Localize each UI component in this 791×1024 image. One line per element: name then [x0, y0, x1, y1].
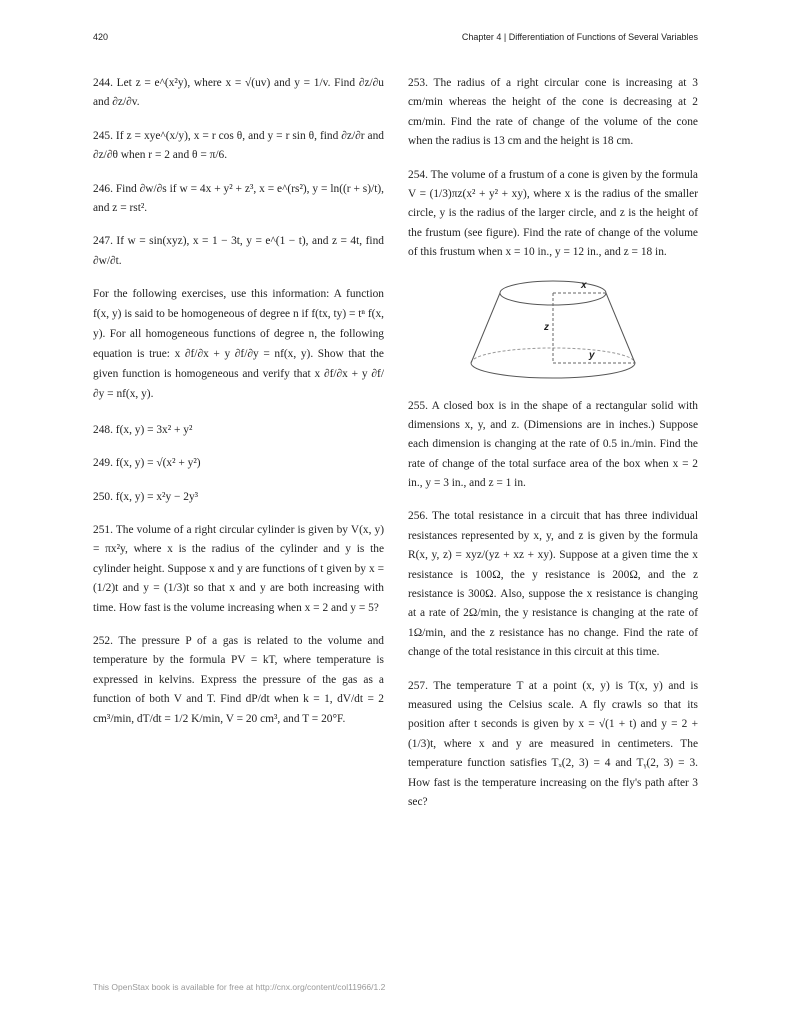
exercise-247: 247. If w = sin(xyz), x = 1 − 3t, y = e^(1 − t), and z = 4t, find ∂w/∂t. — [93, 235, 384, 267]
frustum-figure — [468, 277, 638, 387]
exercise-254: 254. The volume of a frustum of a cone is given by the formula V = (1/3)πz(x² + y² + xy), where x is the radius of the smaller circle, y is the radius of the larger circle, and z is the height of the frustum (see figure). Find the rate of change of the volume of this frustum when x = 10 in., y = 12 in., and z = 18 in. — [408, 168, 698, 259]
exercise-251: 251. The volume of a right circular cylinder is given by V(x, y) = πx²y, where x is the radius of the cylinder and y is the cylinder height. Suppose x and y are functions of t given by x = (1/2)t and y = (1/3)t so that x and y are both increasing with time. How fast is the volume increasing when x = 2 and y = 5? — [93, 524, 384, 614]
chapter-title: Chapter 4 | Differentiation of Functions of Several Variables — [461, 32, 698, 42]
exercise-253: 253. The radius of a right circular cone is increasing at 3 cm/min whereas the height of the cone is decreasing at 2 cm/min. Find the rate of change of the volume of the cone when the radius is 13 cm and the height is 18 cm. — [408, 77, 698, 148]
frustum-label-y: y — [589, 349, 595, 361]
exercise-245: 245. If z = xye^(x/y), x = r cos θ, and y = r sin θ, find ∂z/∂r and ∂z/∂θ when r = 2 and θ = π/6. — [93, 129, 384, 162]
exercise-255: 255. A closed box is in the shape of a rectangular solid with dimensions x, y, and z. (Dimensions are in inches.) Suppose each dimension is changing at the rate of 0.5 in./min. Find the rate of change of the total surface area of the box when x = 2 in., y = 3 in., and z = 1 in. — [408, 399, 698, 490]
frustum-bottom-front-arc — [471, 363, 635, 378]
frustum-right-edge — [606, 293, 635, 363]
left-column — [93, 74, 384, 743]
exercise-256: 256. The total resistance in a circuit that has three individual resistances represented by x, y, and z is given by the formula R(x, y, z) = xyz/(yz + xz + xy). Suppose at a given time the x resistance is 100Ω, the y resistance is 200Ω, and the z resistance is 300Ω. Also, suppose the x resistance is changing at a rate of 2Ω/min, the y resistance is changing at the rate of 1Ω/min, and the z resistance has no change. Find the rate of change of the total resistance in this circuit at this time. — [408, 510, 698, 659]
exercise-249: 249. f(x, y) = √(x² + y²) — [93, 457, 201, 470]
right-column — [408, 74, 698, 826]
homogeneous-intro: For the following exercises, use this information: A function f(x, y) is said to be homogeneous of degree n if f(tx, ty) = tⁿ f(x, y). For all homogeneous functions of degree n, the following equation is true: x ∂f/∂x + y ∂f/∂y = nf(x, y). Show that the given function is homogeneous and verify that x ∂f/∂x + y ∂f/∂y = nf(x, y). — [93, 288, 384, 400]
page-number: 420 — [93, 32, 109, 42]
exercise-248: 248. f(x, y) = 3x² + y² — [93, 423, 193, 436]
exercise-250: 250. f(x, y) = x²y − 2y³ — [93, 490, 199, 503]
exercise-244: 244. Let z = e^(x²y), where x = √(uv) and y = 1/v. Find ∂z/∂u and ∂z/∂v. — [93, 77, 384, 109]
exercise-257: 257. The temperature T at a point (x, y) is T(x, y) and is measured using the Celsius scale. A fly crawls so that its position after t seconds is given by x = √(1 + t) and y = 2 + (1/3)t, where x and y are measured in centimeters. The temperature function satisfies Tₓ(2, 3) = 4 and Tᵧ(2, 3) = 3. How fast is the temperature increasing on the fly's path after 3 sec? — [408, 679, 698, 808]
exercise-246: 246. Find ∂w/∂s if w = 4x + y² + z³, x = e^(rs²), y = ln((r + s)/t), and z = rst². — [93, 182, 384, 214]
frustum-label-z: z — [544, 321, 549, 333]
exercise-252: 252. The pressure P of a gas is related to the volume and temperature by the formula PV = kT, where temperature is expressed in kelvins. Express the pressure of the gas as a function of both V and T. Find dP/dt when k = 1, dV/dt = 2 cm³/min, dT/dt = 1/2 K/min, V = 20 cm³, and T = 20°F. — [93, 634, 384, 725]
frustum-label-x: x — [581, 279, 587, 291]
footer-note: This OpenStax book is available for free at http://cnx.org/content/col11966/1.2 — [93, 982, 386, 992]
